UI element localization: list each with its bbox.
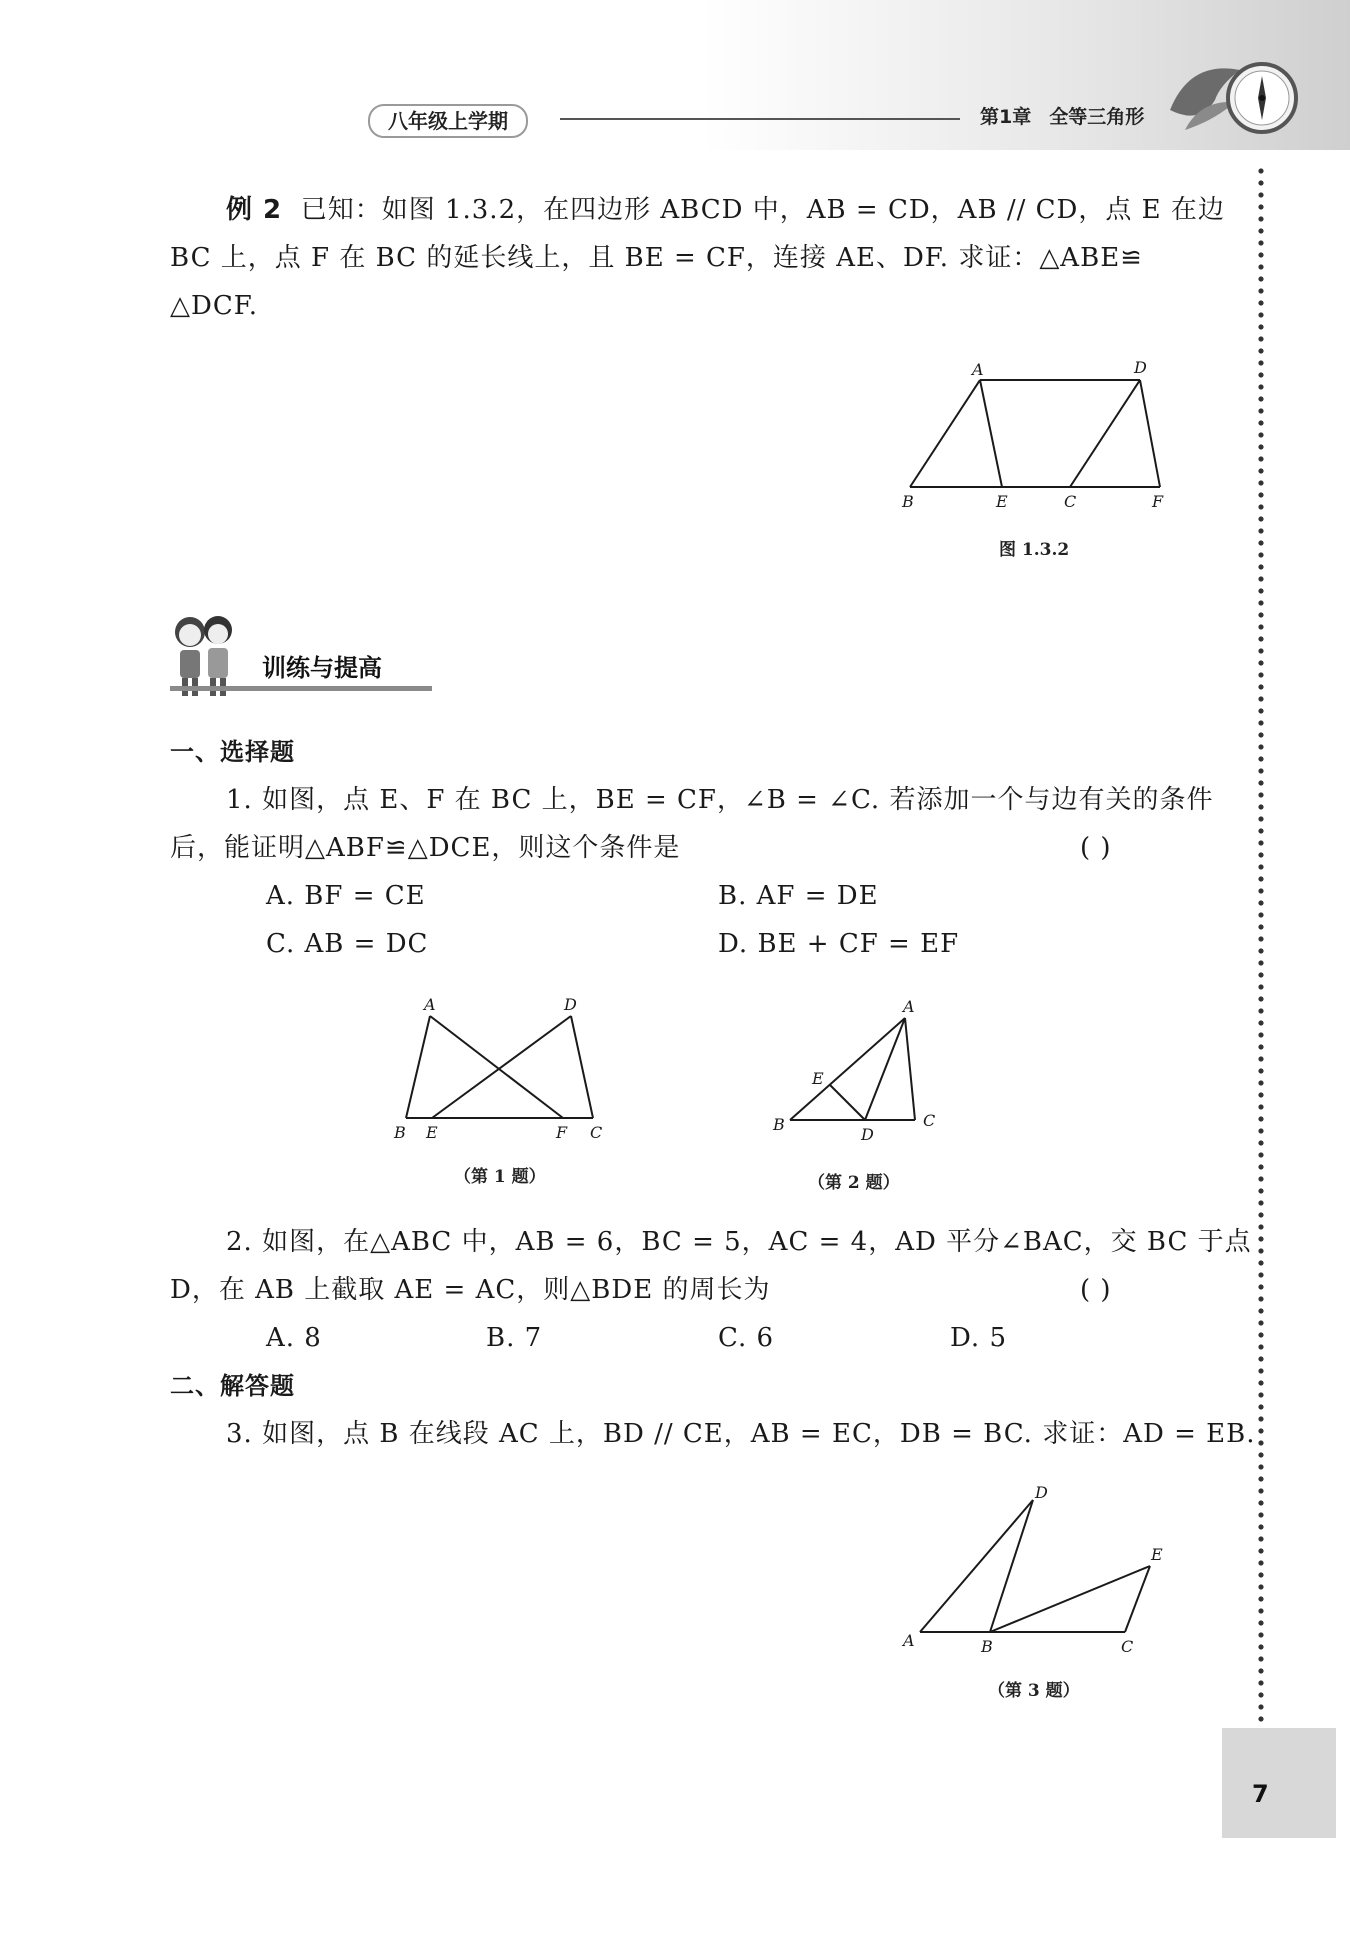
section2-title: 二、解答题 (170, 1372, 295, 1400)
q1-label-c: C (590, 1123, 603, 1140)
q2-figure-caption: （第 2 题） (808, 1173, 900, 1193)
q1-label-f: F (556, 1123, 568, 1140)
header-divider (560, 118, 960, 120)
page-number-tab (1222, 1728, 1336, 1838)
q3-figure-caption: （第 3 题） (988, 1681, 1080, 1701)
q1-answer-bracket: ( ) (1080, 833, 1112, 863)
q2-option-a: A. 8 (266, 1323, 322, 1353)
q2-answer-bracket: ( ) (1080, 1275, 1112, 1305)
q2-option-b: B. 7 (486, 1323, 543, 1353)
q1-option-d: D. BE + CF = EF (718, 929, 960, 959)
q2-option-c: C. 6 (718, 1323, 775, 1353)
section-banner-title: 训练与提高 (262, 654, 382, 682)
q2-label-b: B (773, 1115, 785, 1134)
q1-label-a: A (424, 995, 436, 1014)
banner-underline (170, 686, 432, 691)
example-label: 例 2 (226, 195, 283, 225)
q3-line1: 3. 如图，点 B 在线段 AC 上，BD // CE，AB = EC，DB = BC. 求证：AD = EB. (226, 1419, 1256, 1449)
figure-1-3-2 (890, 355, 1180, 515)
q3-label-d: D (1035, 1483, 1048, 1502)
chapter-title: 全等三角形 (1049, 106, 1145, 128)
q2-label-c: C (923, 1111, 936, 1130)
q1-label-e: E (426, 1123, 438, 1140)
section1-title: 一、选择题 (170, 738, 295, 766)
q3-label-e: E (1151, 1545, 1163, 1564)
q1-label-d: D (564, 995, 577, 1014)
q1-line1: 1. 如图，点 E、F 在 BC 上，BE = CF，∠B = ∠C. 若添加一个与边有关的条件 (226, 785, 1214, 815)
q1-label-b: B (394, 1123, 406, 1140)
example2-line2: BC 上，点 F 在 BC 的延长线上，且 BE = CF，连接 AE、DF. 求证：△ABE≌ (170, 243, 1143, 273)
fig132-label-a: A (972, 360, 984, 379)
grade-label: 八年级上学期 (368, 104, 528, 138)
fig132-label-f: F (1152, 492, 1164, 511)
chapter-heading (980, 102, 1162, 129)
q1-option-a: A. BF = CE (266, 881, 426, 911)
q3-label-a: A (903, 1631, 915, 1650)
fig132-label-c: C (1064, 492, 1077, 511)
q2-label-a: A (903, 997, 915, 1016)
example2-text1: 已知：如图 1.3.2，在四边形 ABCD 中，AB = CD，AB // CD，点 E 在边 (300, 195, 1225, 225)
q2-line2: D，在 AB 上截取 AE = AC，则△BDE 的周长为 (170, 1275, 771, 1305)
example2-line1 (226, 186, 1225, 234)
q3-label-b: B (981, 1637, 993, 1656)
compass-icon (1160, 40, 1310, 150)
fig132-label-d: D (1134, 358, 1147, 377)
chapter-number: 第1章 (980, 106, 1032, 128)
q1-line2: 后，能证明△ABF≌△DCE，则这个条件是 (170, 833, 681, 863)
q2-label-d: D (861, 1125, 874, 1140)
page-number: 7 (1252, 1780, 1269, 1808)
q1-option-c: C. AB = DC (266, 929, 429, 959)
q1-option-b: B. AF = DE (718, 881, 879, 911)
q3-label-c: C (1121, 1637, 1134, 1656)
q1-figure-caption: （第 1 题） (454, 1167, 546, 1187)
q2-line1: 2. 如图，在△ABC 中，AB = 6，BC = 5，AC = 4，AD 平分∠BAC，交 BC 于点 (226, 1227, 1252, 1257)
q2-label-e: E (812, 1069, 824, 1088)
margin-dotted-line (1258, 165, 1264, 1725)
figure-1-3-2-caption: 图 1.3.2 (999, 540, 1070, 560)
figure-q3 (895, 1478, 1175, 1658)
figure-q1 (388, 990, 618, 1140)
q2-option-d: D. 5 (950, 1323, 1007, 1353)
fig132-label-e: E (996, 492, 1008, 511)
fig132-label-b: B (902, 492, 914, 511)
example2-line3: △DCF. (170, 291, 258, 321)
figure-q2 (765, 990, 955, 1140)
